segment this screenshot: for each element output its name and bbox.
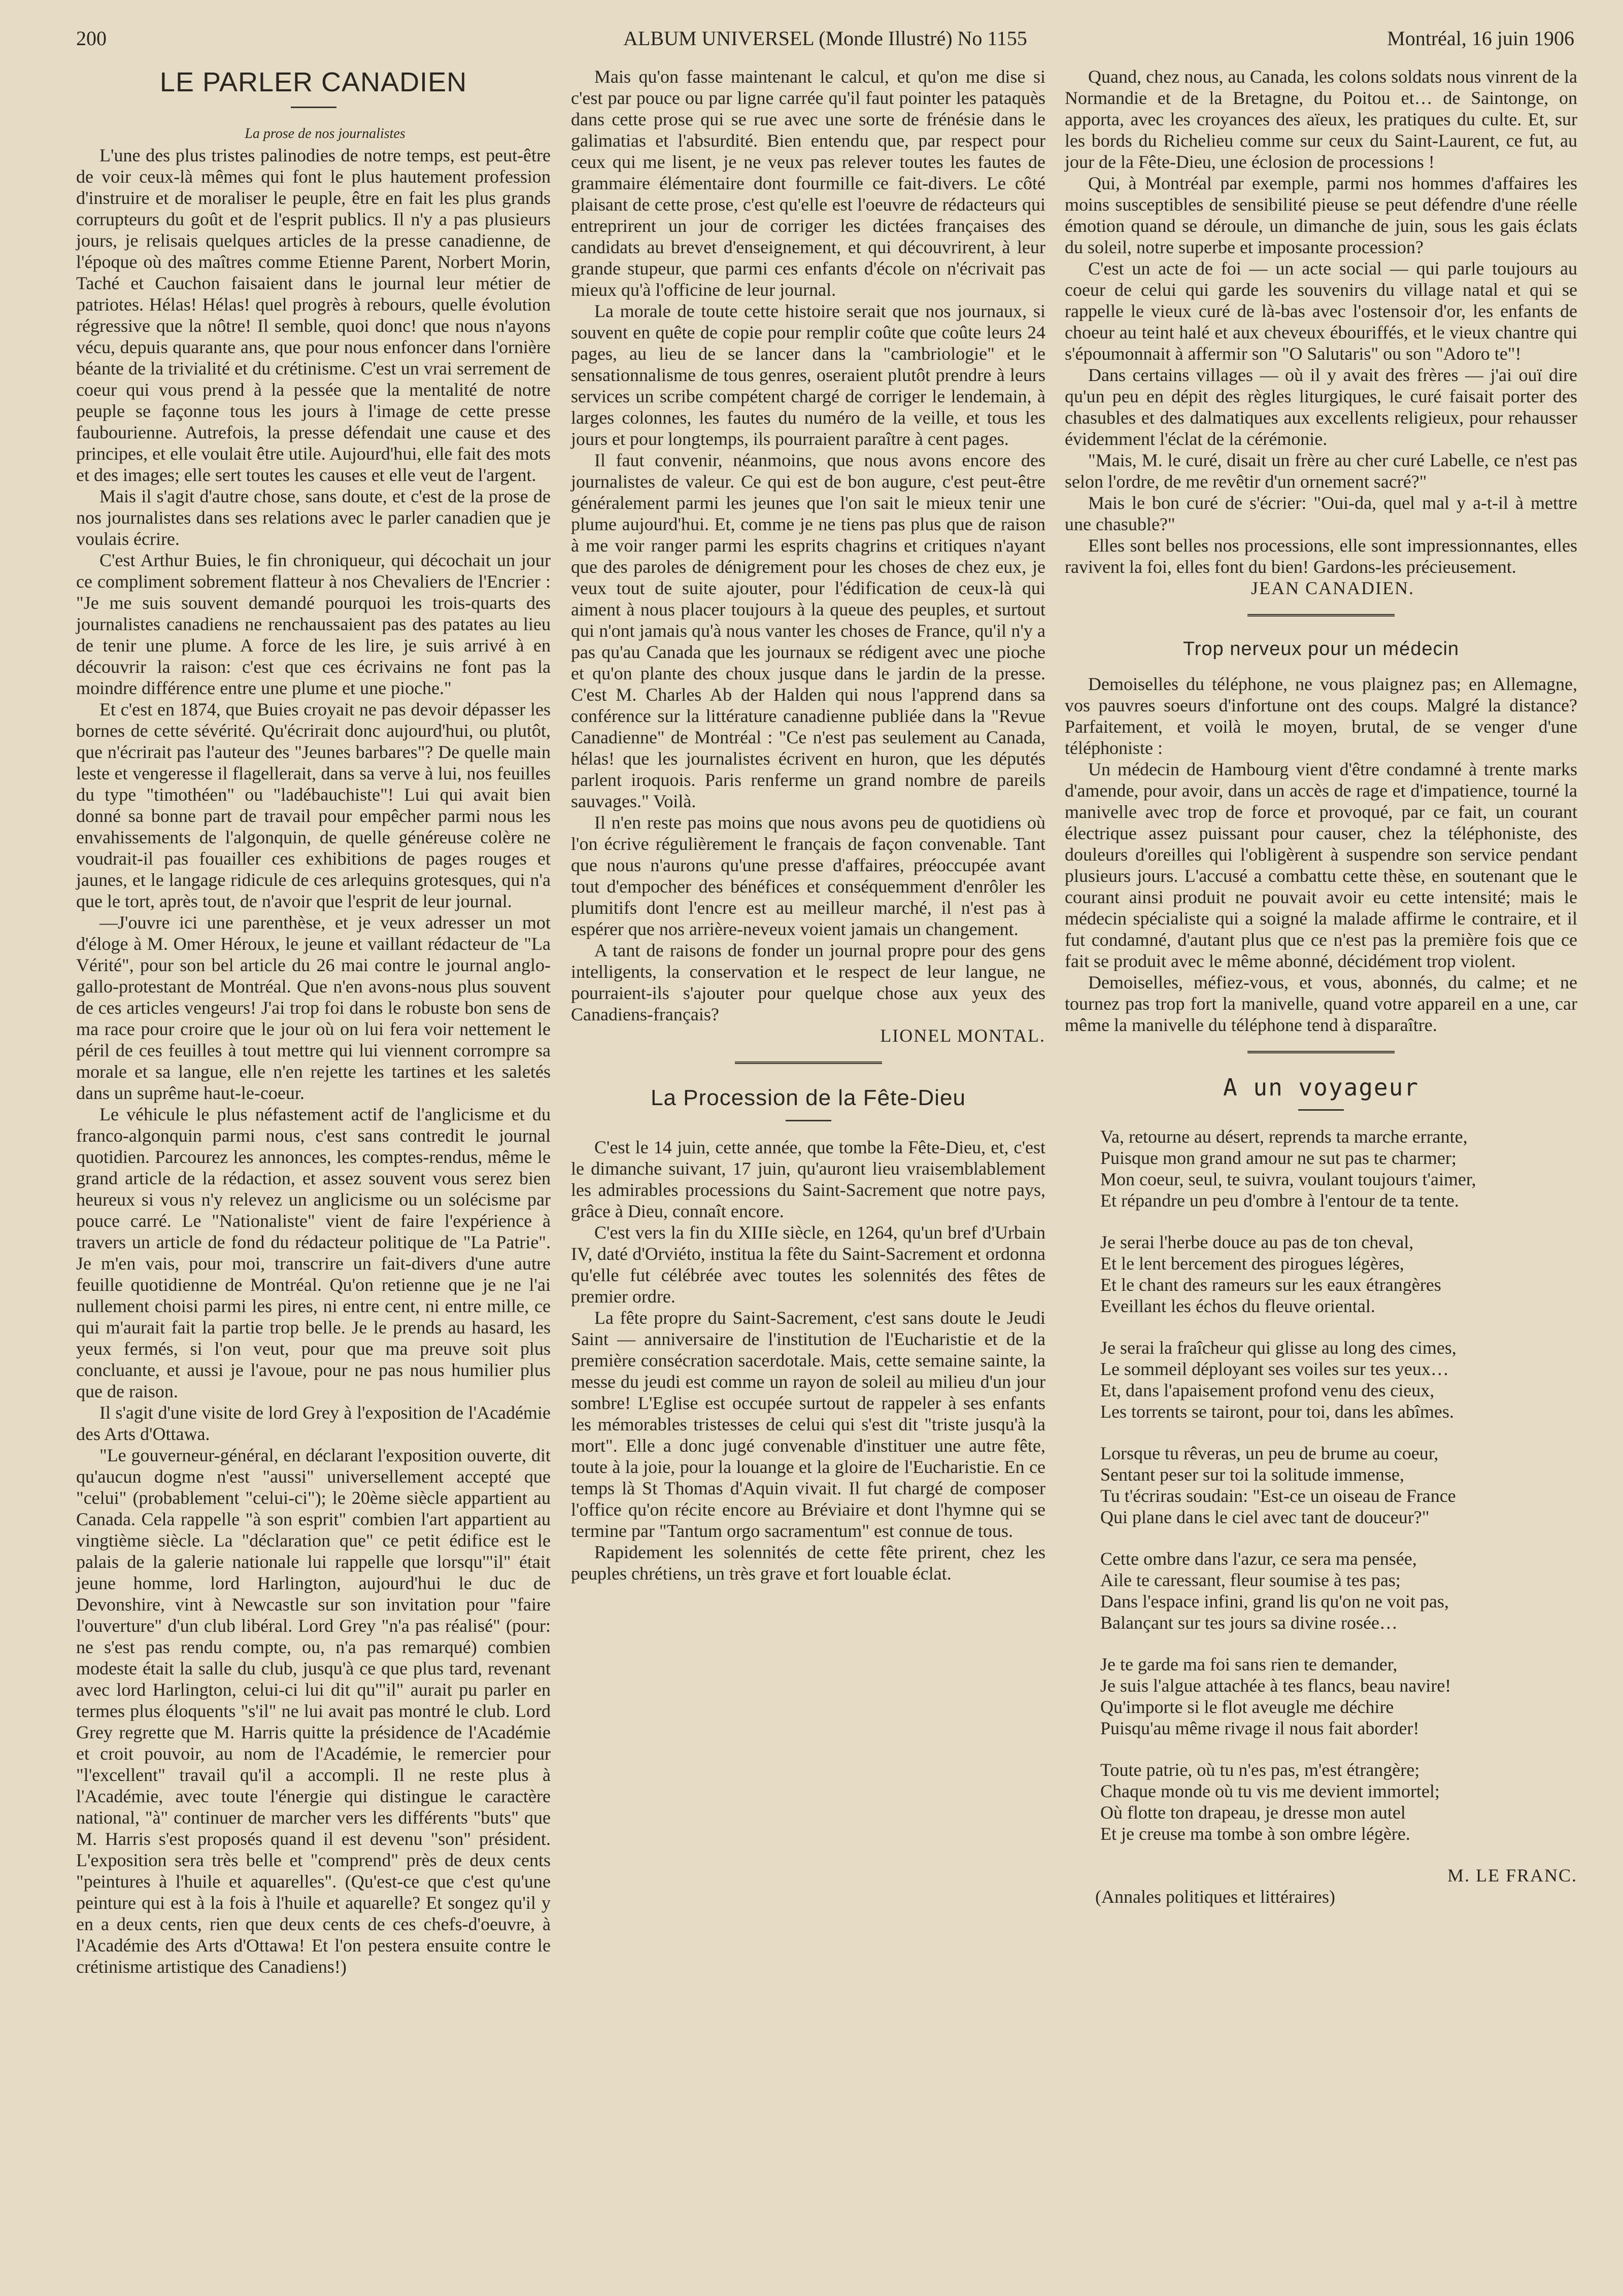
poem-signature: M. LE FRANC. bbox=[1447, 1865, 1577, 1886]
paragraph: Mais qu'on fasse maintenant le calcul, et qu'on me dise si c'est par pouce ou par ligne carrée qu'il faut pointer les pataquès dans cette prose qui se rue avec une sorte de frénésie dans le galimatias et l'absurdité. Bien entendu que, par respect pour ceux qui me lisent, je ne veux pas relever toutes les fautes de grammaire élémentaire dont fourmille ce fait-divers. Le côté plaisant de cette prose, c'est qu'elle est l'oeuvre de rédacteurs qui entreprirent un jour de corriger les dictées françaises des candidats au brevet d'enseignement, et qui découvrirent, à leur grande stupeur, que parmi ces enfants d'école on n'écrivait pas mieux qu'à l'officine de leur journal. bbox=[571, 66, 1045, 300]
poem-line: Je suis l'algue attachée à tes flancs, beau navire! bbox=[1100, 1675, 1451, 1696]
paragraph: Demoiselles du téléphone, ne vous plaignez pas; en Allemagne, vos pauvres soeurs d'infortune ont des coups. Malgré la distance? Parfaitement, et voilà le moyen, brutal, de se venger d'une téléphoniste : bbox=[1065, 674, 1577, 758]
poem-line: Lorsque tu rêveras, un peu de brume au coeur, bbox=[1100, 1443, 1439, 1463]
paragraph: Demoiselles, méfiez-vous, et vous, abonnés, du calme; et ne tournez pas trop fort la manivelle, quand votre appareil en a une, car même la manivelle du téléphone tend à disparaître. bbox=[1065, 972, 1577, 1035]
poem-stanza bbox=[1100, 1548, 1577, 1633]
section-rule bbox=[1247, 1051, 1395, 1053]
paragraph: Le véhicule le plus néfastement actif de l'anglicisme et du franco-algonquin parmi nous, c'est sans contredit le journal quotidien. Parcourez les annonces, les comptes-rendus, même le grand article de la rédaction, et assez souvent vous serez bien heureux si vous n'y relevez un anglicisme ou un solécisme par pouce carré. Le "Nationaliste" vient de faire l'expérience à travers un article de fond du rédacteur politique de "La Patrie". Je m'en vais, pour moi, transcrire un fait-divers d'une autre feuille quotidienne de Montréal. Qu'on retienne que je ne l'ai nullement choisi parmi les pires, ni entre cent, ni entre mille, ce qui m'aurait fait la partie trop belle. Je le prends au hasard, les yeux fermés, si l'on veut, pour que ma preuve soit plus concluante, et aussi je l'avoue, pour ne pas nous humilier plus que de raison. bbox=[76, 1104, 551, 1401]
paragraph: La morale de toute cette histoire serait que nos journaux, si souvent en quête de copie pour remplir coûte que coûte leurs 24 pages, au lieu de se lancer dans la "cambriologie" et le sensationnalisme de tous genres, oseraient plutôt prendre à leurs services un scribe compétent chargé de corriger le lendemain, à larges colonnes, les fautes du numéro de la veille, et tous les jours et pour longtemps, ils pourraient paraître à cent pages. bbox=[571, 301, 1045, 449]
poem-line: Je te garde ma foi sans rien te demander, bbox=[1100, 1654, 1398, 1674]
paragraph: A tant de raisons de fonder un journal propre pour des gens intelligents, la conservation et le respect de leur langue, ne pourraient-ils s'ajouter pour quelque chose aux yeux des Canadiens-français? bbox=[571, 940, 1045, 1024]
paragraph: Quand, chez nous, au Canada, les colons soldats nous vinrent de la Normandie et de la Bretagne, du Poitou et… de Saintonge, on apporta, avec les croyances des aïeux, les pratiques du culte. Et, sur les bords du Richelieu comme sur ceux du Saint-Laurent, ce fut, au jour de la Fête-Dieu, une éclosion de processions ! bbox=[1065, 66, 1577, 172]
paragraph: "Le gouverneur-général, en déclarant l'exposition ouverte, dit qu'aucun dogme n'est "aussi" universellement accepté que "celui" (probablement "celui-ci"); le 20ème siècle appartient au Canada. Cela rappelle "à son esprit" combien l'art appartient au vingtième siècle. La "déclaration que" ce petit édifice est le palais de la galerie nationale lui rappelle que lorsqu'"il" était jeune homme, lord Harlington, aujourd'hui le duc de Devonshire, vint à Newcastle sur son invitation pour "faire l'ouverture" d'un club libéral. Lord Grey "n'a pas réalisé" (pour: ne s'est pas rendu compte, ou, n'a pas remarqué) combien modeste était la salle du club, jusqu'à ce que plus tard, revenant avec lord Harlington, celui-ci lui dit qu'"il" aurait pu parler en termes plus éloquents "s'il" ne lui avait pas montré le club. Lord Grey regrette que M. Harris quitte la présidence de l'Académie et croit pouvoir, au nom de l'Académie, le remercier pour "l'excellent" travail qu'il a accompli. Il ne reste plus à l'Académie, avec toute l'énergie qui distingue le caractère national, "à" continuer de marcher vers les différents "buts" que M. Harris s'est proposés quand il est devenu "son" président. L'exposition sera très belle et "comprend" près de deux cents "peintures à l'huile et aquarelles". (Qu'est-ce que c'est qu'une peinture qui est à la fois à l'huile et aquarelle? Et songez qu'il y en a deux cents, rien que deux cents de ces chefs-d'oeuvre, à l'Académie des Arts d'Ottawa! Et l'on pestera ensuite contre le crétinisme artistique des Canadiens!) bbox=[76, 1445, 551, 1977]
poem-line: Le sommeil déployant ses voiles sur tes yeux… bbox=[1100, 1359, 1449, 1379]
section-rule bbox=[735, 1061, 882, 1064]
poem-line: Cette ombre dans l'azur, ce sera ma pensée, bbox=[1100, 1549, 1417, 1569]
paragraph: —J'ouvre ici une parenthèse, et je veux adresser un mot d'éloge à M. Omer Héroux, le jeune et vaillant rédacteur de "La Vérité", pour son bel article du 26 mai contre le journal anglo-gallo-protestant de Montréal. Que n'en avons-nous plus souvent de ces articles vengeurs! J'ai trop foi dans le robuste bon sens de ma race pour croire que le jour où on lui fera voir nettement le péril de ces feuilles à tout mettre qui lui viennent corrompre sa morale et sa langue, elle n'en rejette les tartines et les saletés dans un suprême haut-le-coeur. bbox=[76, 912, 551, 1103]
poem-line: Tu t'écriras soudain: "Est-ce un oiseau de France bbox=[1100, 1486, 1456, 1506]
paragraph: Il s'agit d'une visite de lord Grey à l'exposition de l'Académie des Arts d'Ottawa. bbox=[76, 1402, 551, 1444]
poem-line: Aile te caressant, fleur soumise à tes pas; bbox=[1100, 1570, 1401, 1590]
paragraph: C'est vers la fin du XIIIe siècle, en 1264, qu'un bref d'Urbain IV, daté d'Orviéto, institua la fête du Saint-Sacrement et ordonna qu'elle fut célébrée avec toutes les solennités des fêtes de premier ordre. bbox=[571, 1222, 1045, 1307]
poem-stanza bbox=[1100, 1443, 1577, 1528]
poem-stanza bbox=[1100, 1231, 1577, 1317]
poem-line: Je serai la fraîcheur qui glisse au long des cimes, bbox=[1100, 1338, 1457, 1358]
column-1 bbox=[76, 66, 551, 1977]
paragraph: Il n'en reste pas moins que nous avons peu de quotidiens où l'on écrive régulièrement le français de façon convenable. Tant que nous n'aurons qu'une presse d'affaires, préoccupée avant tout d'empocher des bénéfices et conséquemment d'enrôler les plumitifs dont l'encre est au meilleur marché, il n'est pas à espérer que nos arrière-neveux voient jamais un changement. bbox=[571, 812, 1045, 939]
paragraph: La fête propre du Saint-Sacrement, c'est sans doute le Jeudi Saint — anniversaire de l'institution de l'Eucharistie et de la première consécration sacerdotale. Mais, cette semaine sainte, la messe du jeudi est comme un rayon de soleil au milieu d'un jour sombre! L'Eglise est occupée surtout de rappeler à ses enfants les mémorables tristesses de celui qui s'est dit "triste jusqu'à la mort". Elle a donc jugé convenable d'instituer une autre fête, toute à la joie, pour la louange et la gloire de l'Eucharistie. En ce temps là St Thomas d'Aquin vivait. Il fut chargé de composer l'office qu'on récite encore au Bréviaire et dont l'hymne qui se termine par "Tantum orgo sacramentum" est connue de tous. bbox=[571, 1308, 1045, 1541]
article-title-fete-dieu: La Procession de la Fête-Dieu bbox=[651, 1085, 966, 1110]
poem-line: Et répandre un peu d'ombre à l'entour de ta tente. bbox=[1100, 1190, 1459, 1211]
poem-body bbox=[1100, 1126, 1577, 1844]
paragraph: Dans certains villages — où il y avait des frères — j'ai ouï dire qu'un peu en dépit des règles liturgiques, le curé faisait porter des chasubles et des dalmatiques aux excellents religieux, pour rehausser évidemment l'éclat de la cérémonie. bbox=[1065, 365, 1577, 449]
paragraph: Et c'est en 1874, que Buies croyait ne pas devoir dépasser les bornes de cette sévérité. Qu'écrirait donc aujourd'hui, ou plutôt, que n'écrirait pas l'auteur des "Jeunes barbares"? De quelle main leste et vengeresse il flagellerait, dans sa verve à lui, nos feuilles du type "timothéen" ou "ladébauchiste"! Lui qui avait bien donné sa bonne part de travail pour empêcher parmi nous les envahissements de l'algonquin, de quelle généreuse colère ne voudrait-il pas fouailler ces exhibitions de pages rouges et jaunes, et le langage ridicule de ces arlequins grotesques, qui n'a que le tort, après tout, de n'avoir que l'esprit de leur journal. bbox=[76, 699, 551, 911]
paragraph: "Mais, M. le curé, disait un frère au cher curé Labelle, ce n'est pas selon l'ordre, de me revêtir d'un ornement sacré?" bbox=[1065, 450, 1577, 492]
poem-line: Les torrents se tairont, pour toi, dans les abîmes. bbox=[1100, 1401, 1454, 1422]
poem-stanza bbox=[1100, 1654, 1577, 1739]
paragraph: Qui, à Montréal par exemple, parmi nos hommes d'affaires les moins susceptibles de sensibilité pieuse se peut défendre d'une réelle émotion quand se déroule, un dimanche de juin, sous les gais éclats du soleil, notre superbe et imposante procession? bbox=[1065, 173, 1577, 257]
poem-line: Sentant peser sur toi la solitude immense, bbox=[1100, 1464, 1404, 1485]
publication-title: ALBUM UNIVERSEL (Monde Illustré) No 1155 bbox=[623, 27, 1027, 50]
poem-line: Qui plane dans le ciel avec tant de douceur?" bbox=[1100, 1507, 1430, 1527]
poem-line: Balançant sur tes jours sa divine rosée… bbox=[1100, 1613, 1398, 1633]
article-title-parler-canadien: LE PARLER CANADIEN bbox=[159, 67, 467, 97]
paragraph: Elles sont belles nos processions, elle sont impressionnantes, elles ravivent la foi, elles font du bien! Gardons-les précieusement. bbox=[1065, 535, 1577, 577]
issue-date: Montréal, 16 juin 1906 bbox=[1387, 27, 1574, 50]
article-title-trop-nerveux: Trop nerveux pour un médecin bbox=[1182, 638, 1460, 660]
poem-line: Toute patrie, où tu n'es pas, m'est étrangère; bbox=[1100, 1760, 1420, 1780]
poem-line: Qu'importe si le flot aveugle me déchire bbox=[1100, 1697, 1394, 1717]
article-signature: JEAN CANADIEN. bbox=[1251, 578, 1414, 598]
poem-title: A un voyageur bbox=[1223, 1074, 1419, 1101]
poem-line: Je serai l'herbe douce au pas de ton cheval, bbox=[1100, 1232, 1414, 1252]
paragraph: Un médecin de Hambourg vient d'être condamné à trente marks d'amende, pour avoir, dans un accès de rage et d'impatience, tourné la manivelle avec trop de force et provoqué, par ce fait, un courant électrique assez puissant pour causer, chez la téléphoniste, des douleurs d'oreilles qui l'obligèrent à suspendre son service pendant plusieurs jours. L'accusé a combattu cette thèse, en soutenant que le courant ainsi produit ne pouvait avoir eu cette intensité; mais le médecin spécialiste qui a soigné la malade affirme le contraire, et il fut condamné, d'autant plus que ce n'est pas la première fois que ce fait se produit avec le même abonné, décidément trop violent. bbox=[1065, 759, 1577, 971]
poem-line: Mon coeur, seul, te suivra, voulant toujours t'aimer, bbox=[1100, 1169, 1476, 1189]
paragraph: C'est Arthur Buies, le fin chroniqueur, qui décochait un jour ce compliment sobrement flatteur à nos Chevaliers de l'Encrier : "Je me suis souvent demandé pourquoi les trois-quarts des journalistes canadiens ne renchaussaient pas des patates au lieu de tenir une plume. A force de les lire, je suis arrivé à en découvrir la raison: c'est que ces écrivains ne font pas la moindre différence entre une plume et une pioche." bbox=[76, 550, 551, 698]
column-2 bbox=[571, 66, 1045, 1584]
poem-source: (Annales politiques et littéraires) bbox=[1095, 1887, 1335, 1907]
paragraph: C'est le 14 juin, cette année, que tombe la Fête-Dieu, et, c'est le dimanche suivant, 17 juin, qu'auront lieu vraisemblablement les admirables processions du Saint-Sacrement que notre pays, grâce à Dieu, connaît encore. bbox=[571, 1137, 1045, 1221]
page-number: 200 bbox=[76, 27, 107, 50]
poem-line: Où flotte ton drapeau, je dresse mon autel bbox=[1100, 1802, 1406, 1823]
poem-stanza bbox=[1100, 1337, 1577, 1422]
section-rule bbox=[1247, 614, 1395, 616]
poem-line: Et, dans l'apaisement profond venu des cieux, bbox=[1100, 1380, 1435, 1400]
paragraph: C'est un acte de foi — un acte social — qui parle toujours au coeur de celui qui garde les souvenirs du village natal et qui se rappelle le vieux curé de là-bas avec l'ostensoir d'or, les enfants de choeur au teint halé et aux cheveux ébouriffés, et le vieux chantre qui s'époumonnait à affermir son "O Salutaris" ou son "Adoro te"! bbox=[1065, 258, 1577, 364]
poem-line: Et le lent bercement des pirogues légères, bbox=[1100, 1253, 1404, 1274]
poem-line: Puisqu'au même rivage il nous fait aborder! bbox=[1100, 1718, 1419, 1738]
paragraph: Mais il s'agit d'autre chose, sans doute, et c'est de la prose de nos journalistes dans ses relations avec le parler canadien que je voulais écrire. bbox=[76, 486, 551, 549]
article-subtitle: La prose de nos journalistes bbox=[245, 126, 405, 142]
paragraph: Rapidement les solennités de cette fête prirent, chez les peuples chrétiens, un très grave et fort louable éclat. bbox=[571, 1542, 1045, 1584]
title-rule bbox=[786, 1120, 831, 1121]
paragraph: Mais le bon curé de s'écrier: "Oui-da, quel mal y a-t-il à mettre une chasuble?" bbox=[1065, 493, 1577, 534]
paragraph: L'une des plus tristes palinodies de notre temps, est peut-être de voir ceux-là mêmes qui font le plus hautement profession d'instruire et de moraliser le peuple, être en fait les plus grands corrupteurs du goût et de l'esprit publics. Il n'y a pas plusieurs jours, je relisais quelques articles de la presse canadienne, de l'époque où des maîtres comme Etienne Parent, Norbert Morin, Taché et Cauchon faisaient dans le journal leur métier de patriotes. Hélas! Hélas! quel progrès à rebours, quelle évolution régressive que la nôtre! Il semble, quoi donc! que nous n'ayons vécu, depuis quarante ans, que pour nous enfoncer dans l'ornière béante de la trivialité et du crétinisme. C'est un vrai serrement de coeur qui vous prend à la pessée que la mentalité de notre peuple se façonne tous les jours à l'image de cette presse faubourienne. Autrefois, la presse défendait une cause et des principes, et elle voulait être utile. Aujourd'hui, elle fait des mots et des images; elle sert toutes les causes et elle veut de l'argent. bbox=[76, 145, 551, 485]
poem-line: Et je creuse ma tombe à son ombre légère. bbox=[1100, 1824, 1410, 1844]
poem-line: Va, retourne au désert, reprends ta marche errante, bbox=[1100, 1126, 1468, 1147]
title-rule bbox=[291, 107, 336, 108]
poem-line: Chaque monde où tu vis me devient immortel; bbox=[1100, 1781, 1440, 1801]
poem-line: Puisque mon grand amour ne sut pas te charmer; bbox=[1100, 1148, 1457, 1168]
poem-stanza bbox=[1100, 1126, 1577, 1211]
page-header bbox=[76, 26, 1574, 57]
column-3 bbox=[1065, 66, 1577, 1907]
poem-stanza bbox=[1100, 1759, 1577, 1844]
title-rule bbox=[1298, 1109, 1344, 1111]
poem-line: Et le chant des rameurs sur les eaux étrangères bbox=[1100, 1275, 1441, 1295]
poem-line: Dans l'espace infini, grand lis qu'on ne voit pas, bbox=[1100, 1591, 1449, 1612]
article-signature: LIONEL MONTAL. bbox=[880, 1025, 1045, 1046]
poem-line: Eveillant les échos du fleuve oriental. bbox=[1100, 1296, 1375, 1316]
paragraph: Il faut convenir, néanmoins, que nous avons encore des journalistes de valeur. Ce qui est de bon augure, c'est peut-être généralement parmi les jeunes que l'on sait le mieux tenir une plume aujourd'hui. Et, comme je ne tiens pas plus que de raison à me voir ranger parmi les esprits chagrins et critiques n'ayant que des paroles de dénigrement pour les choses de chez eux, je veux tout de suite ajouter, pour l'édification de ceux-là qui aiment à nous placer toujours à la queue des peuples, et surtout qui n'ont jamais qu'à nous vanter les choses de France, qu'il n'y a pas qu'au Canada que les journaux se rédigent avec une pioche et qu'on plante des choux jusque dans le jardin de la presse. C'est M. Charles Ab der Halden qui nous l'apprend dans sa conférence sur la littérature canadienne publiée dans la "Revue Canadienne" de Montréal : "Ce n'est pas seulement au Canada, hélas! que les journalistes écrivent en huron, que les députés parlent iroquois. Paris renferme un grand nombre de pareils sauvages." Voilà. bbox=[571, 450, 1045, 811]
